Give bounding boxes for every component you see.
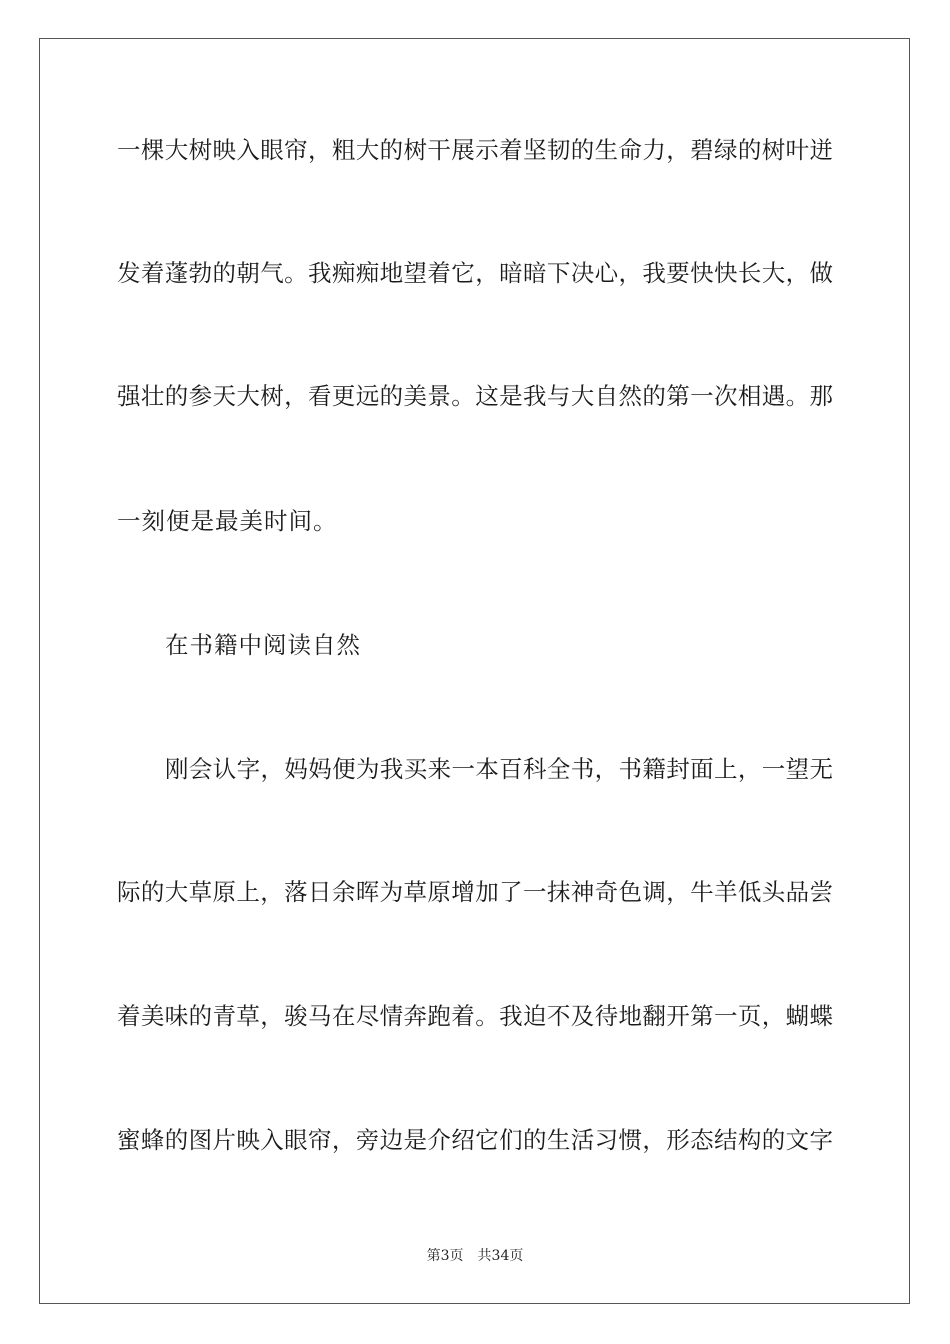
page-total: 共34页 <box>477 1248 524 1264</box>
page-number: 第3页 <box>426 1248 464 1264</box>
section-heading: 在书籍中阅读自然 <box>165 631 361 659</box>
page-footer <box>0 1247 950 1265</box>
text-line: 一刻便是最美时间。 <box>117 507 338 535</box>
page-frame <box>39 38 910 1304</box>
text-line: 蜜蜂的图片映入眼帘，旁边是介绍它们的生活习惯，形态结构的文字 <box>117 1126 833 1154</box>
text-line: 际的大草原上，落日余晖为草原增加了一抹神奇色调，牛羊低头品尝 <box>117 878 833 906</box>
text-line: 刚会认字，妈妈便为我买来一本百科全书，书籍封面上，一望无 <box>165 755 833 783</box>
text-line: 发着蓬勃的朝气。我痴痴地望着它，暗暗下决心，我要快快长大，做 <box>117 259 833 287</box>
text-line: 一棵大树映入眼帘，粗大的树干展示着坚韧的生命力，碧绿的树叶迸 <box>117 136 833 164</box>
text-line: 强壮的参天大树，看更远的美景。这是我与大自然的第一次相遇。那 <box>117 382 833 410</box>
text-line: 着美味的青草，骏马在尽情奔跑着。我迫不及待地翻开第一页，蝴蝶 <box>117 1002 833 1030</box>
